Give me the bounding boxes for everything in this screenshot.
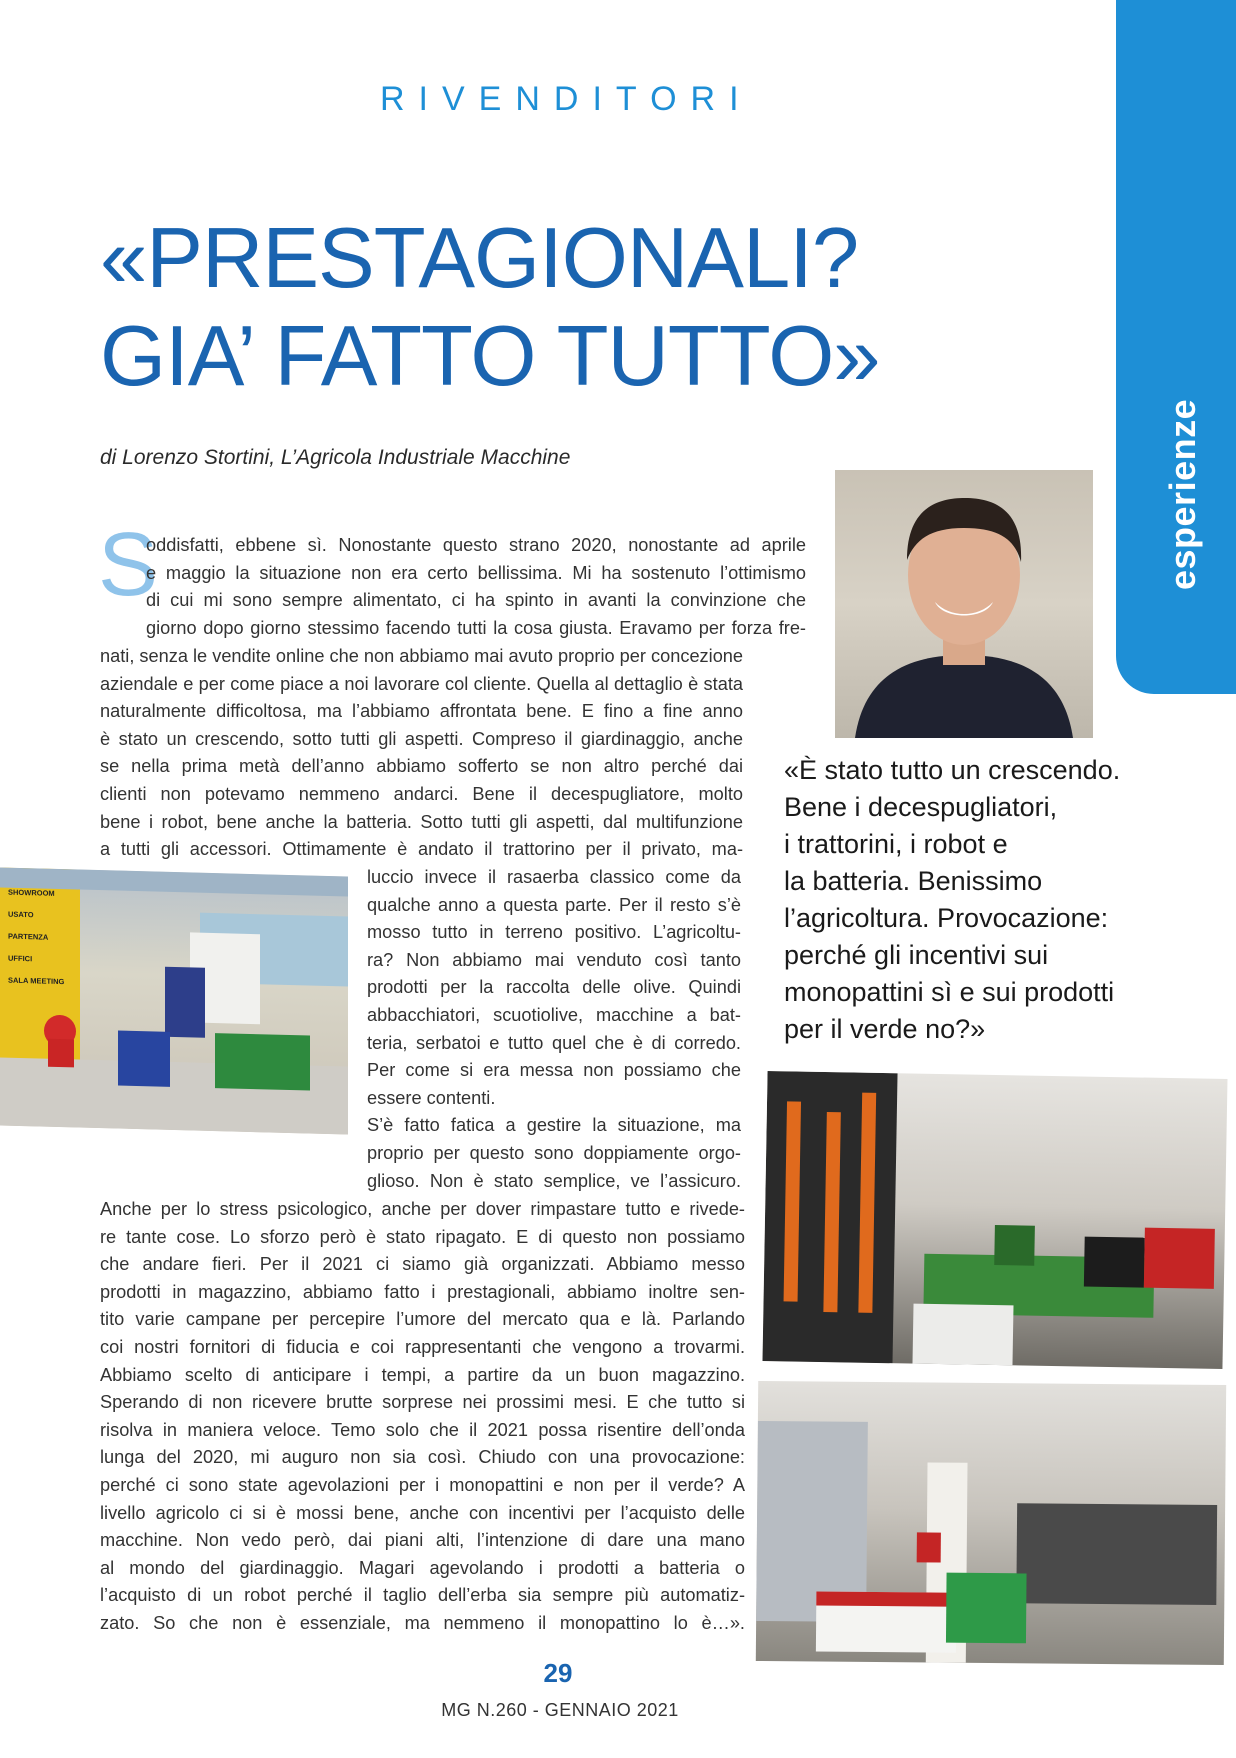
text-line: che andare fieri. Per il 2021 ci siamo già organizzati. Abbiamo messo	[100, 1254, 745, 1275]
text-line: è stato un crescendo, sotto tutti gli aspetti. Compreso il giardinaggio, anche	[100, 728, 743, 749]
text-line: coi nostri fornitori di fiducia e coi rappresentanti che vengono a trovarmi.	[100, 1336, 745, 1357]
text-line: e maggio la situazione non era certo bellissima. Mi ha sostenuto l’ottimismo	[146, 562, 806, 583]
text-line: risolva in maniera veloce. Temo solo che il 2021 possa risentire dell’onda	[100, 1419, 745, 1440]
store-photo-warehouse	[756, 1381, 1226, 1665]
text-line: a tutti gli accessori. Ottimamente è andato il trattorino per il privato, ma-	[100, 839, 743, 860]
headline-line-2: GIA’ FATTO TUTTO»	[100, 309, 880, 404]
text-line: se nella prima metà dell’anno abbiamo sofferto se non altro perché dai	[100, 756, 743, 777]
text-line: Abbiamo scelto di anticipare i tempi, a partire da un buon magazzino.	[100, 1364, 745, 1385]
pull-quote-line: «È stato tutto un crescendo.	[784, 755, 1121, 785]
text-line: Per come si era messa non possiamo che	[367, 1060, 741, 1081]
pull-quote-line: Bene i decespugliatori,	[784, 792, 1058, 822]
headline	[100, 210, 880, 406]
pull-quote-line: la batteria. Benissimo	[784, 866, 1043, 896]
text-line: bene i robot, bene anche la batteria. Sotto tutti gli aspetti, dal multifunzione	[100, 811, 743, 832]
text-line: mosso tutto in terreno positivo. L’agricoltu-	[367, 922, 741, 943]
text-line: tito varie campane per percepire l’umore del mercato qua e là. Parlando	[100, 1309, 745, 1330]
pull-quote-line: monopattini sì e sui prodotti	[784, 977, 1115, 1007]
text-line: abbacchiatori, scuotiolive, macchine a bat-	[367, 1004, 741, 1025]
text-line: zato. So che non è essenziale, ma nemmeno il monopattino lo è…».	[100, 1612, 745, 1633]
article-paragraph-start	[146, 532, 806, 642]
text-line: luccio invece il rasaerba classico come da	[367, 867, 741, 887]
showroom-signs	[8, 882, 74, 994]
tools-illustration	[763, 1071, 1228, 1369]
text-line: naturalmente difficoltosa, ma l’abbiamo affrontata bene. E fino a fine anno	[100, 701, 743, 722]
sign-showroom: SHOWROOM	[8, 887, 55, 898]
text-line: oddisfatti, ebbene sì. Nonostante questo strano 2020, nonostante ad aprile	[146, 535, 806, 555]
section-title: RIVENDITORI	[380, 80, 753, 118]
store-photo-tools	[763, 1071, 1228, 1369]
text-line: aziendale e per come piace a noi lavorare col cliente. Quella al dettaglio è stata	[100, 673, 743, 694]
pull-quote-line: perché gli incentivi sui	[784, 940, 1049, 970]
sign-usato: USATO	[8, 909, 34, 920]
issue-footer: MG N.260 - GENNAIO 2021	[441, 1700, 679, 1720]
text-line: macchine. Non vedo però, dai piani alti, l’intenzione di dare una mano	[100, 1530, 745, 1551]
store-photo-showroom	[0, 867, 348, 1134]
headline-line-1: «PRESTAGIONALI?	[100, 211, 859, 306]
text-line: re tante cose. Lo sforzo però è stato ripagato. E di questo non possiamo	[100, 1226, 745, 1247]
side-tab-label-box	[1150, 400, 1210, 600]
side-tab-label: esperienze	[1162, 398, 1203, 590]
sign-uffici: UFFICI	[8, 953, 33, 964]
text-line: prodotti in magazzino, abbiamo fatto i prestagionali, abbiamo inoltre sen-	[100, 1281, 745, 1302]
text-line: Sperando di non ricevere brutte sorprese nei prossimi mesi. E che tutto si	[100, 1392, 745, 1413]
pull-quote-line: l’agricoltura. Provocazione:	[784, 903, 1109, 933]
drop-cap: S	[98, 515, 159, 615]
text-line: nati, senza le vendite online che non abbiamo mai avuto proprio per concezione	[100, 646, 743, 666]
page-number: 29	[543, 1658, 573, 1688]
text-line: l’acquisto di un robot perché il taglio dell’erba sia sempre più automatiz-	[100, 1585, 745, 1606]
sign-partenza: PARTENZA	[8, 931, 49, 942]
pull-quote	[784, 752, 1164, 1048]
portrait-photo	[835, 470, 1093, 738]
sign-sala-meeting: SALA MEETING	[8, 975, 65, 987]
text-line: qualche anno a questa parte. Per il resto s’è	[367, 894, 741, 915]
text-line: glioso. Non è stato semplice, ve l’assicuro.	[367, 1170, 741, 1191]
text-line: Anche per lo stress psicologico, anche per dover rimpastare tutto e rivede-	[100, 1199, 745, 1219]
text-line: ra? Non abbiamo mai venduto così tanto	[367, 949, 741, 970]
article-column-top	[100, 643, 743, 864]
article-column-bottom	[100, 1196, 745, 1638]
text-line: giorno dopo giorno stessimo facendo tutti la cosa giusta. Eravamo per forza fre-	[146, 617, 806, 638]
article-column-middle	[367, 864, 741, 1195]
text-line: prodotti per la raccolta delle olive. Quindi	[367, 977, 741, 998]
text-line: teria, serbatoi e tutto quel che è di corredo.	[367, 1032, 741, 1053]
pull-quote-line: i trattorini, i robot e	[784, 829, 1008, 859]
byline: di Lorenzo Stortini, L’Agricola Industriale Macchine	[100, 446, 571, 469]
warehouse-illustration	[756, 1381, 1226, 1665]
text-line: clienti non potevamo nemmeno andarci. Bene il decespugliatore, molto	[100, 783, 743, 804]
pull-quote-line: per il verde no?»	[784, 1014, 986, 1044]
portrait-illustration	[835, 470, 1093, 738]
text-line: lunga del 2020, mi auguro non sia così. Chiudo con una provocazione:	[100, 1447, 745, 1468]
text-line: proprio per questo sono doppiamente orgo-	[367, 1142, 741, 1163]
text-line: di cui mi sono sempre alimentato, ci ha spinto in avanti la convinzione che	[146, 590, 806, 611]
text-line: essere contenti.	[367, 1087, 496, 1108]
text-line: livello agricolo ci si è mossi bene, anche con incentivi per l’acquisto delle	[100, 1502, 745, 1523]
text-line: S’è fatto fatica a gestire la situazione, ma	[367, 1115, 741, 1136]
text-line: perché ci sono state agevolazioni per i monopattini e non per il verde? A	[100, 1474, 745, 1495]
text-line: al mondo del giardinaggio. Magari agevolando i prodotti a batteria o	[100, 1557, 745, 1578]
